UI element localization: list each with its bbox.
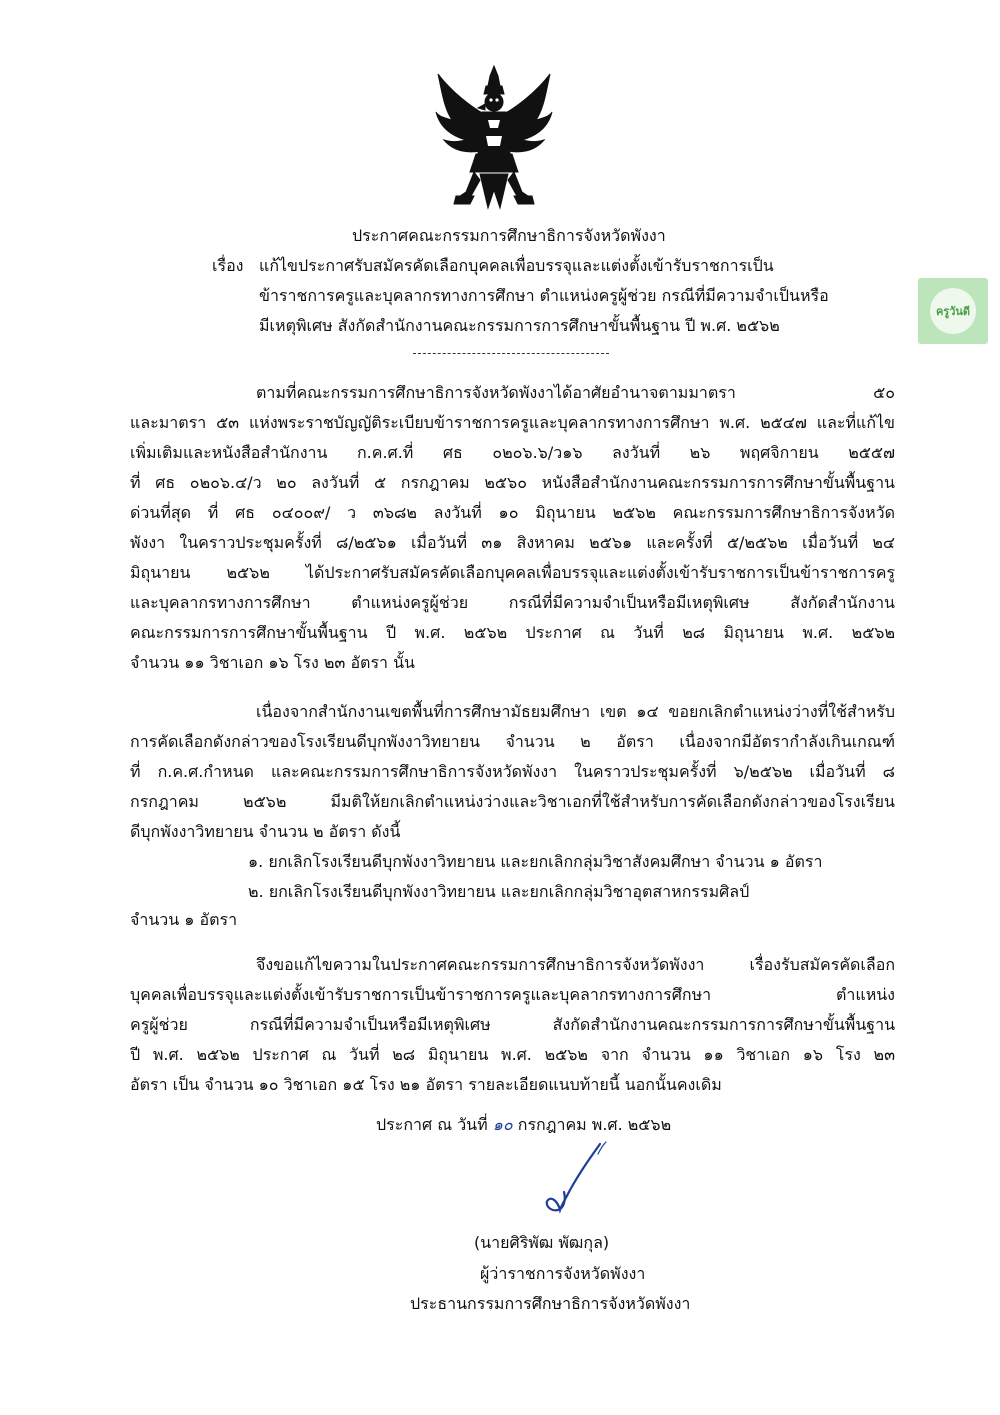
watermark-badge [918,278,988,344]
subject-line: มีเหตุพิเศษ สังกัดสำนักงานคณะกรรมการการศึกษาขั้นพื้นฐาน ปี พ.ศ. ๒๕๖๒ [259,316,780,335]
list-item: ๒. ยกเลิกโรงเรียนดีบุกพังงาวิทยายน และยกเลิกกลุ่มวิชาอุตสาหกรรมศิลป์ [248,882,750,901]
para1-line: จำนวน ๑๑ วิชาเอก ๑๖ โรง ๒๓ อัตรา นั้น [130,653,415,672]
para3-line: บุคคลเพื่อบรรจุและแต่งตั้งเข้ารับราชการเป็นข้าราชการครูและบุคลากรทางการศึกษา ตำแหน่ง [130,985,895,1004]
para3-line: ปี พ.ศ. ๒๕๖๒ ประกาศ ณ วันที่ ๒๘ มิถุนายน พ.ศ. ๒๕๖๒ จาก จำนวน ๑๑ วิชาเอก ๑๖ โรง ๒๓ [130,1045,895,1064]
para2-line: ดีบุกพังงาวิทยายน จำนวน ๒ อัตรา ดังนี้ [130,822,401,841]
para2-line: ที่ ก.ค.ศ.กำหนด และคณะกรรมการศึกษาธิการจังหวัดพังงา ในคราวประชุมครั้งที่ ๖/๒๕๖๒ เมื่อวันที่ ๘ [130,762,895,781]
announce-day: ๑๐ [492,1115,513,1134]
para1-line: มิถุนายน ๒๕๖๒ ได้ประกาศรับสมัครคัดเลือกบุคคลเพื่อบรรจุและแต่งตั้งเข้ารับราชการเป็นข้าราชการครู [130,563,895,582]
subject-line: แก้ไขประกาศรับสมัครคัดเลือกบุคคลเพื่อบรรจุและแต่งตั้งเข้ารับราชการเป็น [259,256,774,275]
signatory-name: (นายศิริพัฒ พัฒกุล) [474,1233,610,1252]
para1-line: และมาตรา ๕๓ แห่งพระราชบัญญัติระเบียบข้าราชการครูและบุคลากรทางการศึกษา พ.ศ. ๒๕๔๗ และที่แก้ไข [130,413,895,432]
garuda-emblem-icon [430,62,558,214]
list-item-continuation: จำนวน ๑ อัตรา [130,910,238,929]
para1-line: เพิ่มเติมและหนังสือสำนักงาน ก.ค.ศ.ที่ ศธ ๐๒๐๖.๖/ว๑๖ ลงวันที่ ๒๖ พฤศจิกายน ๒๕๕๗ [130,443,895,462]
signatory-title: ผู้ว่าราชการจังหวัดพังงา [480,1264,646,1283]
list-item: ๑. ยกเลิกโรงเรียนดีบุกพังงาวิทยายน และยกเลิกกลุ่มวิชาสังคมศึกษา จำนวน ๑ อัตรา [248,852,823,871]
signature-icon [520,1140,630,1218]
announce-prefix: ประกาศ ณ วันที่ [376,1115,488,1134]
para3-line: จึงขอแก้ไขความในประกาศคณะกรรมการศึกษาธิการจังหวัดพังงา เรื่องรับสมัครคัดเลือก [256,955,895,974]
para1-line: ตามที่คณะกรรมการศึกษาธิการจังหวัดพังงาได้อาศัยอำนาจตามมาตรา ๕๐ [256,383,895,402]
para1-line: พังงา ในคราวประชุมครั้งที่ ๘/๒๕๖๑ เมื่อวันที่ ๓๑ สิงหาคม ๒๕๖๑ และครั้งที่ ๕/๒๕๖๒ เมื่อวันที่ ๒๔ [130,533,895,552]
para1-line: คณะกรรมการการศึกษาขั้นพื้นฐาน ปี พ.ศ. ๒๕๖๒ ประกาศ ณ วันที่ ๒๘ มิถุนายน พ.ศ. ๒๕๖๒ [130,623,896,642]
announcement-org: ประกาศคณะกรรมการศึกษาธิการจังหวัดพังงา [352,226,666,245]
para2-line: เนื่องจากสำนักงานเขตพื้นที่การศึกษามัธยมศึกษา เขต ๑๔ ขอยกเลิกตำแหน่งว่างที่ใช้สำหรับ [256,702,895,721]
watermark-label: ครูวันดี [930,288,976,334]
header-divider [413,353,609,354]
para2-line: กรกฎาคม ๒๕๖๒ มีมติให้ยกเลิกตำแหน่งว่างและวิชาเอกที่ใช้สำหรับการคัดเลือกดังกล่าวของโรงเรียน [130,792,895,811]
para1-line: และบุคลากรทางการศึกษา ตำแหน่งครูผู้ช่วย กรณีที่มีความจำเป็นหรือมีเหตุพิเศษ สังกัดสำนักงาน [130,593,895,612]
para3-line: อัตรา เป็น จำนวน ๑๐ วิชาเอก ๑๕ โรง ๒๑ อัตรา รายละเอียดแนบท้ายนี้ นอกนั้นคงเดิม [130,1075,722,1094]
signatory-title: ประธานกรรมการศึกษาธิการจังหวัดพังงา [410,1294,691,1313]
subject-label: เรื่อง [212,256,244,275]
announce-suffix: กรกฎาคม พ.ศ. ๒๕๖๒ [517,1115,672,1134]
para1-line: ที่ ศธ ๐๒๐๖.๔/ว ๒๐ ลงวันที่ ๕ กรกฎาคม ๒๕๖๐ หนังสือสำนักงานคณะกรรมการการศึกษาขั้นพื้นฐาน [130,473,895,492]
para3-line: ครูผู้ช่วย กรณีที่มีความจำเป็นหรือมีเหตุพิเศษ สังกัดสำนักงานคณะกรรมการการศึกษาขั้นพื้นฐาน [130,1015,895,1034]
para2-line: การคัดเลือกดังกล่าวของโรงเรียนดีบุกพังงาวิทยายน จำนวน ๒ อัตรา เนื่องจากมีอัตรากำลังเกินเกณฑ์ [130,732,895,751]
announce-date [376,1115,671,1135]
para1-line: ด่วนที่สุด ที่ ศธ ๐๔๐๐๙/ ว ๓๖๘๒ ลงวันที่ ๑๐ มิถุนายน ๒๕๖๒ คณะกรรมการศึกษาธิการจังหวัด [130,503,895,522]
subject-line: ข้าราชการครูและบุคลากรทางการศึกษา ตำแหน่งครูผู้ช่วย กรณีที่มีความจำเป็นหรือ [259,286,829,305]
